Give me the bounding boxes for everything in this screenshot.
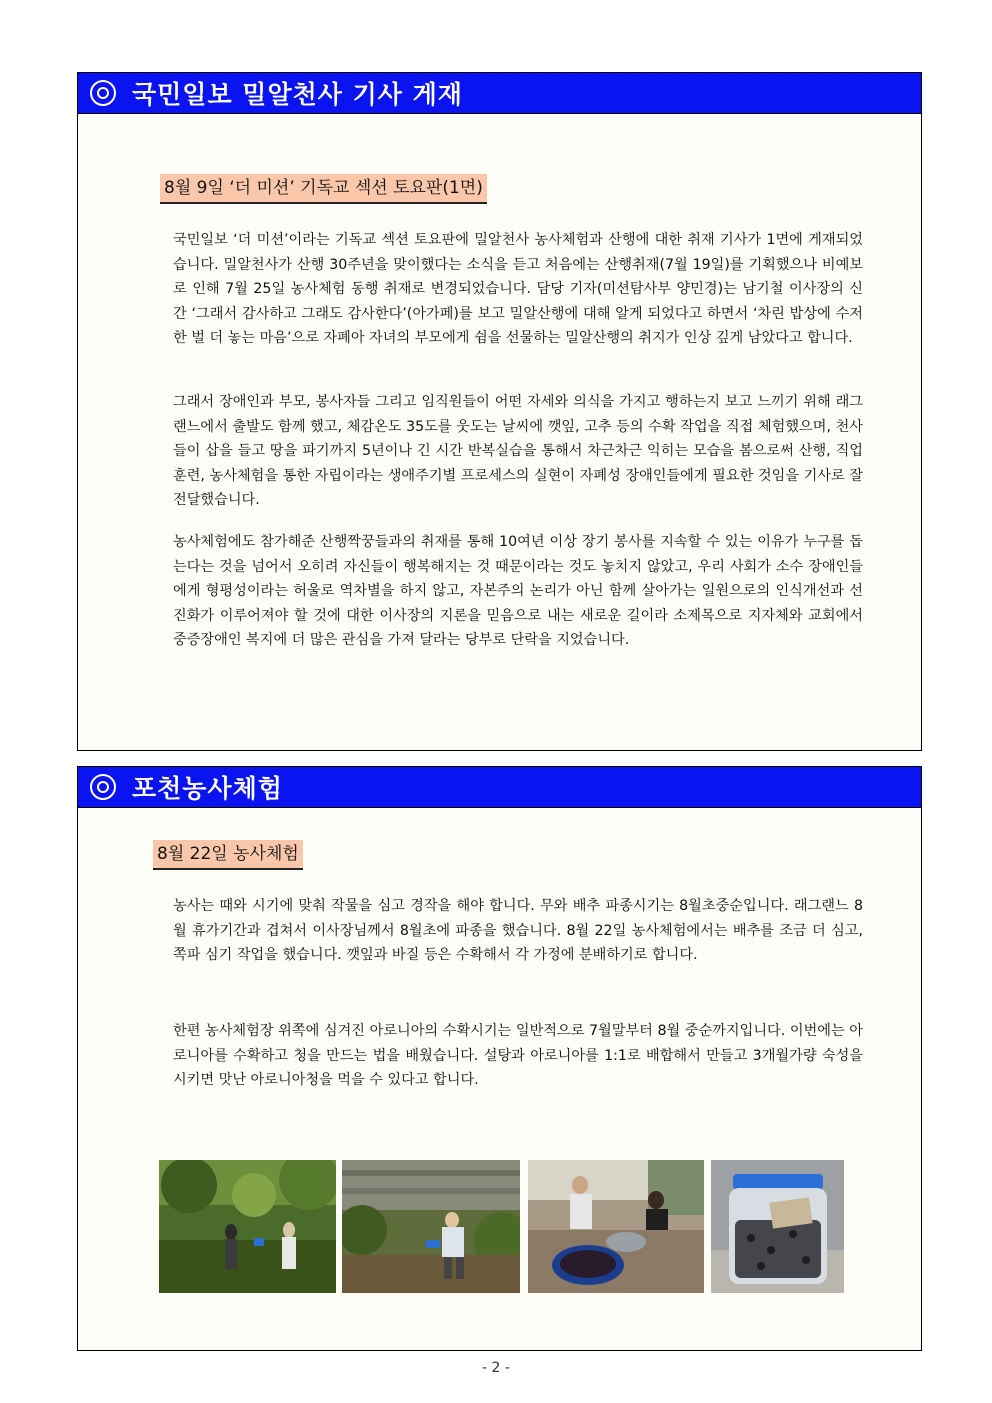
section-header-farm (77, 766, 922, 808)
paragraph: 국민일보 ‘더 미션’이라는 기독교 섹션 토요판에 밀알천사 농사체험과 산행에 대한 취재 기사가 1면에 게재되었습니다. 밀알천사가 산행 30주년을 맞이했다는 소식을 듣고 처음에는 산행취재(7월 19일)를 기획했으나 비예보로 인해 7월 25일 농사체험 동행 취재로 변경되었습니다. 담당 기자(미션탐사부 양민경)는 남기철 이사장의 신간 ‘그래서 감사하고 그래도 감사한다’(아가페)를 보고 밀알산행에 대해 알게 되었다고 하면서 ‘차린 밥상에 수저 한 벌 더 놓는 마음’으로 자폐아 자녀의 부모에게 쉼을 선물하는 밀알산행의 취지가 인상 깊게 남았다고 합니다. (173, 232, 863, 346)
section-title: 국민일보 밀알천사 기사 게재 (132, 80, 463, 109)
paragraph: 그래서 장애인과 부모, 봉사자들 그리고 임직원들이 어떤 자세와 의식을 가지고 행하는지 보고 느끼기 위해 래그랜느에서 출발도 함께 했고, 체감온도 35도를 웃도는 날씨에 깻잎, 고추 등의 수확 작업을 직접 체험했으며, 천사들이 삽을 들고 땅을 파기까지 5년이나 긴 시간 반복실습을 통해서 차근차근 익히는 모습을 봄으로써 산행, 직업훈련, 농사체험을 통한 자립이라는 생애주기별 프로세스의 실현이 자폐성 장애인들에게 필요한 것임을 기사로 잘 전달했습니다. (173, 394, 863, 508)
section-title: 포천농사체험 (132, 774, 283, 803)
double-circle-icon (90, 774, 116, 800)
page-number: - 2 - (482, 1360, 510, 1376)
subheading: 8월 22일 농사체험 (153, 840, 303, 870)
field-planting-photo (342, 1160, 520, 1293)
subheading: 8월 9일 ‘더 미션’ 기독교 섹션 토요판(1면) (160, 174, 487, 204)
paragraph: 농사체험에도 참가해준 산행짝꿍들과의 취재를 통해 10여년 이상 장기 봉사를 지속할 수 있는 이유가 누구를 돕는다는 것을 넘어서 오히려 자신들이 행복해지는 것 때문이라는 것도 놓치지 않았고, 우리 사회가 소수 장애인들에게 형평성이라는 허울로 역차별을 하지 않고, 자본주의 논리가 아닌 함께 살아가는 일원으로의 인식개선과 선진화가 이루어져야 할 것에 대한 이사장의 지론을 믿음으로 내는 새로운 길이라 소제목으로 지자체와 교회에서 중증장애인 복지에 더 많은 관심을 가져 달라는 당부로 단락을 지었습니다. (173, 534, 863, 648)
garden-harvest-photo (159, 1160, 336, 1293)
paragraph: 한편 농사체험장 위쪽에 심겨진 아로니아의 수확시기는 일반적으로 7월말부터 8월 중순까지입니다. 이번에는 아로니아를 수확하고 청을 만드는 법을 배웠습니다. 설탕과 아로니아를 1:1로 배합해서 만들고 3개월가량 숙성을 시키면 맛난 아로니아청을 먹을 수 있다고 합니다. (173, 1023, 863, 1088)
double-circle-icon (90, 80, 116, 106)
paragraph: 농사는 때와 시기에 맞춰 작물을 심고 경작을 해야 합니다. 무와 배추 파종시기는 8월초중순입니다. 래그랜느 8월 휴가기간과 겹쳐서 이사장님께서 8월초에 파종을 했습니다. 8월 22일 농사체험에서는 배추를 조금 더 심고, 쪽파 심기 작업을 했습니다. 깻잎과 바질 등은 수확해서 각 가정에 분배하기로 합니다. (173, 898, 863, 963)
aronia-jar-photo (711, 1160, 844, 1293)
section-header-news (77, 72, 922, 114)
aronia-sorting-photo (528, 1160, 704, 1293)
